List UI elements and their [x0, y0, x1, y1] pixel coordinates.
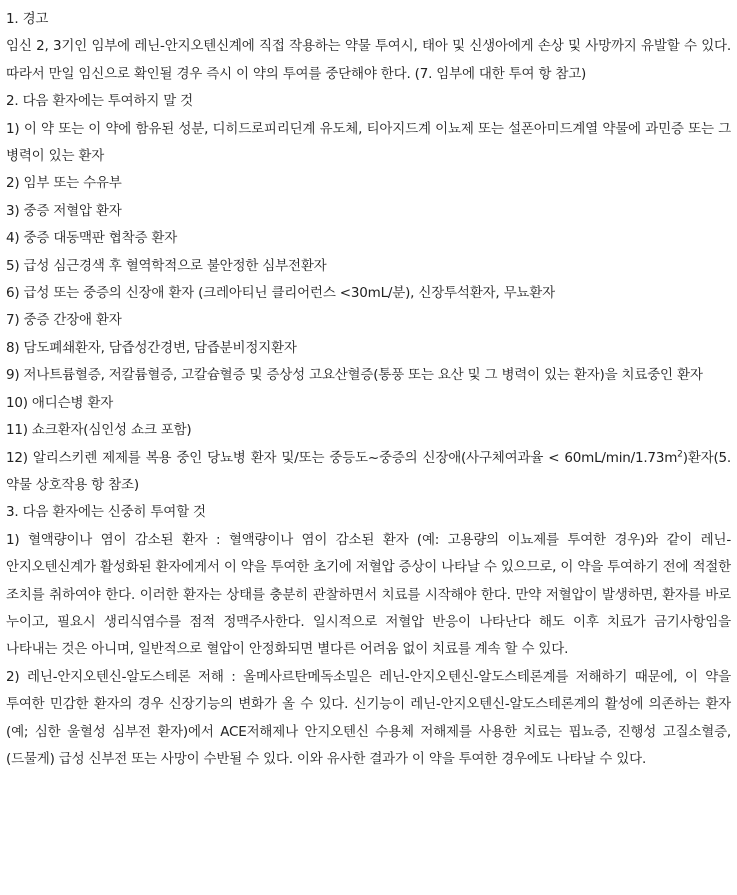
list-item: 7) 중증 간장애 환자 [6, 312, 122, 329]
list-item: 6) 급성 또는 중증의 신장애 환자 (크레아티닌 클리어런스 <30mL/분), 신장투석환자, 무뇨환자 [6, 285, 555, 302]
list-item: 4) 중증 대동맥판 협착증 환자 [6, 230, 178, 247]
item12-text-end: )환자(5. 약물 상호작용 항 참조) [6, 449, 731, 493]
list-item: 2) 레닌-안지오텐신-알도스테론 저해 : 올메사르탄메독소밀은 레닌-안지오텐신-알도스테론계를 저해하기 때문에, 이 약을 투여한 민감한 환자의 경우 신장기능의 변화가 올 수 있다. 신기능이 레닌-안지오텐신-알도스테론계의 활성에 의존하는 환자(예; 심한 울혈성 심부전 환자)에서 ACE저해제나 안지오텐신 수용체 저해제를 사용한 치료는 핍뇨증, 진행성 고질소혈증, (드물게) 급성 신부전 또는 사망이 수반될 수 있다. 이와 유사한 결과가 이 약을 투여한 경우에도 나타날 수 있다. [6, 668, 731, 767]
list-item: 3) 중증 저혈압 환자 [6, 202, 122, 219]
section-heading: 2. 다음 환자에는 투여하지 말 것 [6, 93, 194, 110]
list-item-12 [6, 445, 731, 500]
list-item: 8) 담도폐쇄환자, 담즙성간경변, 담즙분비정지환자 [6, 339, 297, 356]
list-item: 5) 급성 심근경색 후 혈역학적으로 불안정한 심부전환자 [6, 257, 327, 274]
section-heading: 3. 다음 환자에는 신중히 투여할 것 [6, 504, 206, 521]
list-item: 2) 임부 또는 수유부 [6, 175, 122, 192]
list-item: 1) 혈액량이나 염이 감소된 환자 : 혈액량이나 염이 감소된 환자 (예: 고용량의 이뇨제를 투여한 경우)와 같이 레닌-안지오텐신계가 활성화된 환자에게서 이 약을 투여한 초기에 저혈압 증상이 나타날 수 있으므로, 이 약을 투여하기 전에 적절한 조치를 취하여야 한다. 이러한 환자는 상태를 충분히 관찰하면서 치료를 시작해야 한다. 만약 저혈압이 발생하면, 환자를 바로 누이고, 필요시 생리식염수를 점적 정맥주사한다. 일시적으로 저혈압 반응이 나타난다 해도 이후 치료가 금기사항임을 나타내는 것은 아니며, 일반적으로 혈압이 안정화되면 별다른 어려움 없이 치료를 계속 할 수 있다. [6, 531, 731, 658]
warning-paragraph: 임신 2, 3기인 임부에 레닌-안지오텐신계에 직접 작용하는 약물 투여시, 태아 및 신생아에게 손상 및 사망까지 유발할 수 있다. 따라서 만일 임신으로 확인될 경우 즉시 이 약의 투여를 중단해야 한다. (7. 임부에 대한 투여 항 참고) [6, 38, 731, 82]
section-heading: 1. 경고 [6, 11, 49, 27]
list-item: 9) 저나트륨혈증, 저칼륨혈증, 고칼슘혈증 및 증상성 고요산혈증(통풍 또는 요산 및 그 병력이 있는 환자)을 치료중인 환자 [6, 367, 703, 384]
item12-text: 12) 알리스키렌 제제를 복용 중인 당뇨병 환자 및/또는 중등도~중증의 신장애(사구체여과율 < 60mL/min/1.73m [6, 449, 678, 466]
list-item: 1) 이 약 또는 이 약에 함유된 성분, 디히드로피리딘계 유도체, 티아지드계 이뇨제 또는 설폰아미드계열 약물에 과민증 또는 그 병력이 있는 환자 [6, 120, 731, 165]
list-item: 10) 애디슨병 환자 [6, 394, 114, 411]
item12-superscript: 2 [677, 449, 683, 459]
list-item: 11) 쇼크환자(심인성 쇼크 포함) [6, 422, 192, 439]
